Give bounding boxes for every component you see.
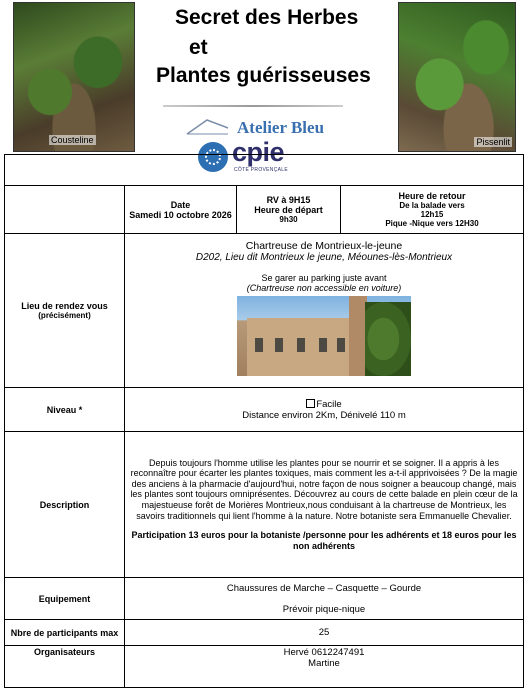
lieu-place: Chartreuse de Montrieux-le-jeune — [245, 240, 403, 252]
cpie-word: cpie — [232, 137, 285, 167]
title-line-2: et — [189, 36, 208, 59]
niveau-content-cell — [125, 388, 524, 432]
photo-caption-right: Pissenlit — [476, 137, 510, 147]
equipement-content-cell — [125, 578, 524, 620]
organisateurs-line-1: Hervé 0612247491 — [283, 647, 365, 658]
empty-row — [5, 155, 524, 186]
date-value: Samedi 10 octobre 2026 — [129, 209, 232, 220]
participants-value: 25 — [125, 620, 524, 646]
niveau-row — [5, 388, 524, 432]
description-label: Description — [5, 432, 125, 578]
equipement-items: Chaussures de Marche – Casquette – Gourde — [226, 582, 422, 594]
equipement-row — [5, 578, 524, 620]
title-separator — [163, 105, 343, 107]
retour-cell — [341, 186, 524, 234]
lieu-label: Lieu de rendez vous — [21, 301, 108, 311]
niveau-level: Facile — [316, 398, 342, 410]
retour-line-1: De la balade vers — [399, 201, 465, 210]
equipement-label: Equipement — [5, 578, 125, 620]
atelier-name: Atelier Bleu — [237, 118, 325, 137]
schedule-row — [5, 186, 524, 234]
photo-pissenlit — [398, 2, 516, 152]
lieu-note: (Chartreuse non accessible en voiture) — [246, 283, 402, 293]
depart-label: Heure de départ — [254, 205, 323, 215]
date-label: Date — [170, 199, 191, 210]
participants-label: Nbre de participants max — [5, 620, 125, 646]
schedule-empty-cell — [5, 186, 125, 234]
rv-label: RV à 9H15 — [266, 195, 311, 205]
retour-label: Heure de retour — [398, 191, 466, 201]
lieu-address: D202, Lieu dit Montrieux le jeune, Méounes-lès-Montrieux — [195, 252, 453, 263]
organisateurs-line-2: Martine — [308, 658, 340, 669]
chartreuse-photo — [237, 296, 411, 376]
facile-checkbox[interactable] — [306, 399, 315, 408]
house-roof-icon — [185, 118, 230, 136]
organisateurs-content-cell — [125, 646, 524, 688]
niveau-level-line — [128, 399, 520, 410]
title-line-1: Secret des Herbes — [175, 6, 359, 29]
organisateurs-label: Organisateurs — [5, 646, 125, 688]
lieu-content-cell — [125, 234, 524, 388]
title-line-3: Plantes guérisseuses — [156, 64, 371, 87]
lieu-label-cell — [5, 234, 125, 388]
description-participation: Participation 13 euros pour la botaniste /personne pour les adhérents et 18 euros pour les non adhérents — [131, 530, 517, 551]
outing-info-table — [4, 154, 524, 688]
retour-line-2: 12h15 — [420, 210, 444, 219]
lieu-row — [5, 234, 524, 388]
cpie-subtitle: CÔTE PROVENÇALE — [234, 167, 288, 173]
participants-row — [5, 620, 524, 646]
depart-cell — [237, 186, 341, 234]
equipement-extra: Prévoir pique-nique — [282, 603, 366, 615]
date-cell — [125, 186, 237, 234]
retour-line-3: Pique -Nique vers 12H30 — [385, 219, 479, 228]
organisateurs-row — [5, 646, 524, 688]
description-text: Depuis toujours l'homme utilise les plantes pour se nourrir et se soigner. Il a appris à les reconnaître pour écarter les plantes toxiques, mais comment les a-t-il apprivoisées ? De la magie des anciens à la pharmacie d'aujourd'hui, notre façon de nous soigner a beaucoup changé, mais les plantes sont toujours omniprésentes. Découvrez au cours de cette balade en plein cœur de la majestueuse forêt de Morières Montrieux,nous conduisant à la chartreuse de Montrieux, les savoirs traditionnels qui lient l'homme à la nature. Notre botaniste sera Emmanuelle Chevalier. — [130, 457, 518, 521]
depart-value: 9h30 — [279, 215, 298, 224]
photo-cousteline — [13, 2, 135, 152]
lieu-parking: Se garer au parking juste avant — [261, 273, 387, 283]
niveau-label: Niveau * — [5, 388, 125, 432]
description-content-cell — [125, 432, 524, 578]
lieu-sub: (précisément) — [38, 311, 91, 320]
description-row — [5, 432, 524, 578]
photo-caption-left: Cousteline — [51, 135, 94, 145]
niveau-distance: Distance environ 2Km, Dénivelé 110 m — [242, 409, 406, 421]
